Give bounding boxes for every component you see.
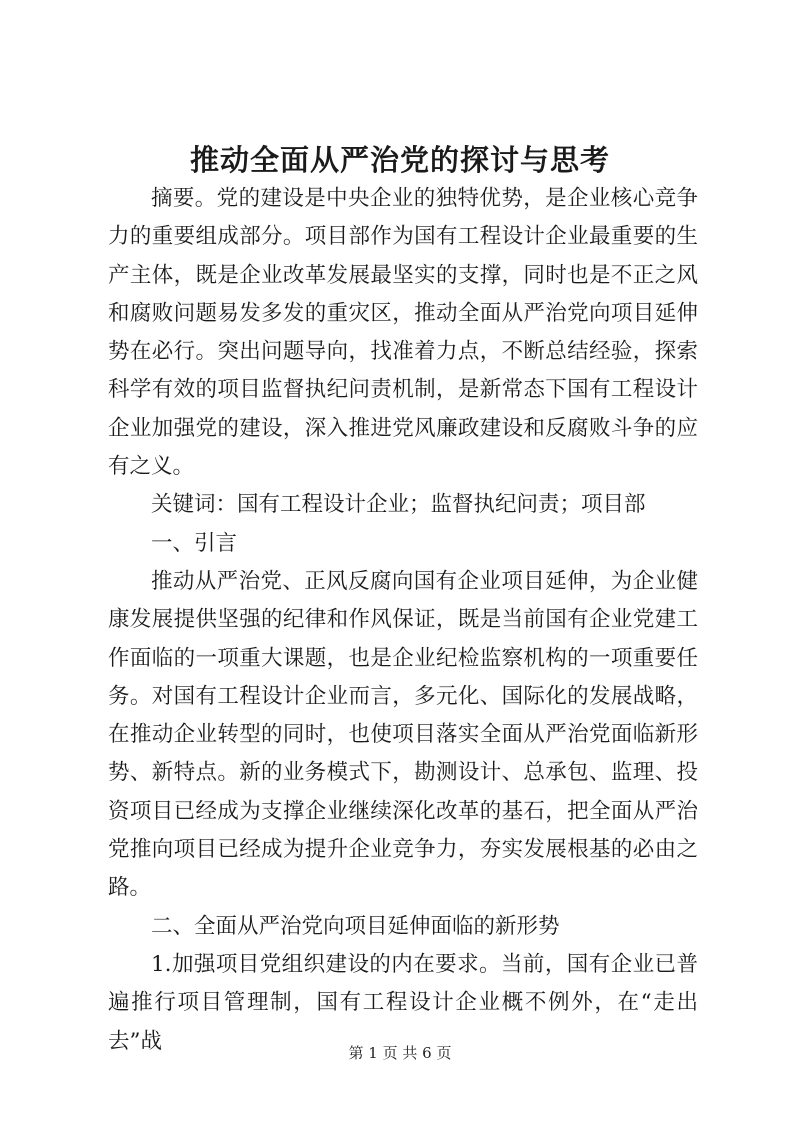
- section-heading-introduction: 一、引言: [151, 530, 238, 556]
- document-body: [108, 180, 698, 1061]
- section-heading-new-situation: 二、全面从严治党向项目延伸面临的新形势: [151, 913, 560, 939]
- point-1-paragraph: 1.加强项目党组织建设的内在要求。当前，国有企业已普遍推行项目管理制，国有工程设计企业概不例外，在“走出去”战: [108, 951, 698, 1054]
- keywords-paragraph: 关键词：国有工程设计企业；监督执纪问责；项目部: [151, 492, 646, 518]
- page-number-footer: 第 1 页 共 6 页: [348, 1044, 452, 1062]
- introduction-paragraph: 推动从严治党、正风反腐向国有企业项目延伸，为企业健康发展提供坚强的纪律和作风保证，既是当前国有企业党建工作面临的一项重大课题，也是企业纪检监察机构的一项重要任务。对国有工程设计企业而言，多元化、国际化的发展战略，在推动企业转型的同时，也使项目落实全面从严治党面临新形势、新特点。新的业务模式下，勘测设计、总承包、监理、投资项目已经成为支撑企业继续深化改革的基石，把全面从严治党推向项目已经成为提升企业竞争力，夯实发展根基的必由之路。: [108, 568, 698, 901]
- document-title: 推动全面从严治党的探讨与思考: [189, 143, 610, 177]
- abstract-paragraph: 摘要。党的建设是中央企业的独特优势，是企业核心竞争力的重要组成部分。项目部作为国有工程设计企业最重要的生产主体，既是企业改革发展最坚实的支撑，同时也是不正之风和腐败问题易发多发的重灾区，推动全面从严治党向项目延伸势在必行。突出问题导向，找准着力点，不断总结经验，探索科学有效的项目监督执纪问责机制，是新常态下国有工程设计企业加强党的建设，深入推进党风廉政建设和反腐败斗争的应有之义。: [108, 186, 698, 480]
